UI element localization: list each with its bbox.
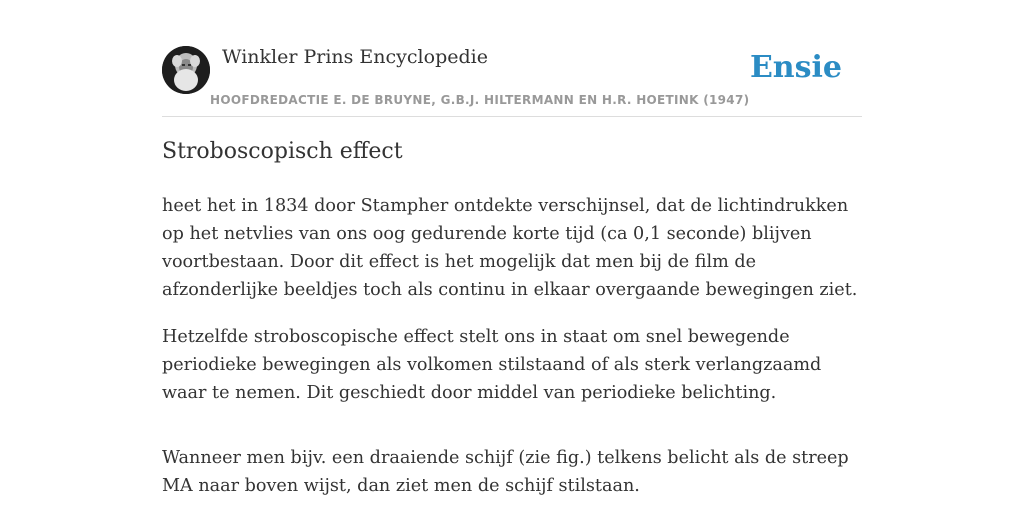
source-editors: HOOFDREDACTIE E. DE BRUYNE, G.B.J. HILTERMANN EN H.R. HOETINK (1947) [210,93,750,107]
brand-logo[interactable]: Ensie [749,50,842,85]
portrait-icon [162,46,210,94]
article-paragraph: Wanneer men bijv. een draaiende schijf (zie fig.) telkens belicht als de streep MA naar boven wijst, dan ziet men de schijf stilstaan. [162,448,849,496]
article-body [162,192,862,512]
article-paragraph: heet het in 1834 door Stampher ontdekte verschijnsel, dat de lichtindrukken op het netvlies van ons oog gedurende korte tijd (ca 0,1 seconde) blijven voortbestaan. Door dit effect is het mogelijk dat men bij de film de afzonderlijke beeldjes toch als continu in elkaar overgaande bewegingen ziet. [162,196,858,300]
avatar[interactable] [162,46,210,94]
page-header [162,46,862,117]
article-title: Stroboscopisch effect [162,139,403,164]
source-title[interactable]: Winkler Prins Encyclopedie [222,46,488,68]
article-paragraph: Hetzelfde stroboscopische effect stelt ons in staat om snel bewegende periodieke bewegingen als volkomen stilstaand of als sterk verlangzaamd waar te nemen. Dit geschiedt door middel van periodieke belichting. [162,327,822,403]
